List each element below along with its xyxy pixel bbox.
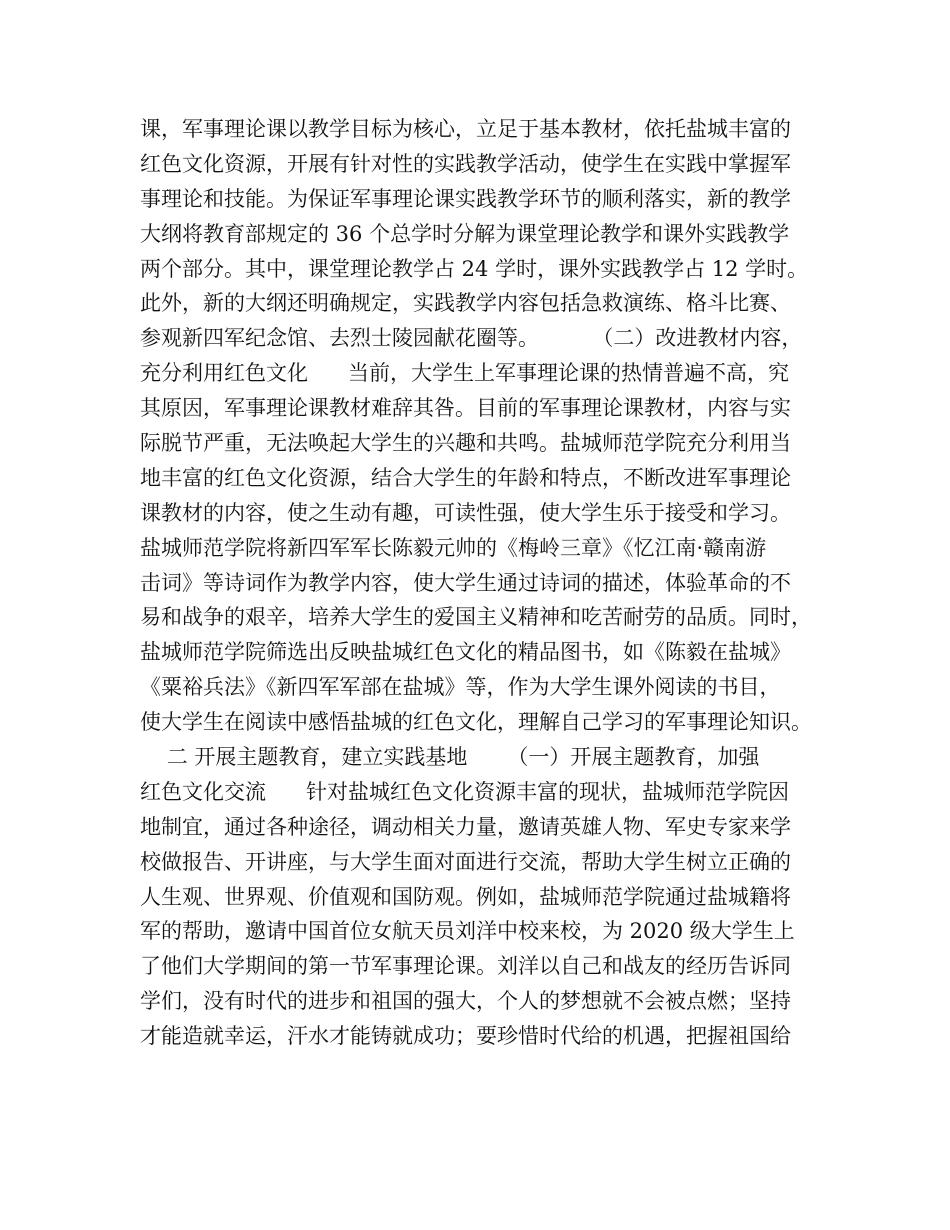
text-line: 大纲将教育部规定的 36 个总学时分解为课堂理论教学和课外实践教学 — [140, 221, 790, 246]
text-line: 充分利用红色文化 当前，大学生上军事理论课的热情普遍不高，究 — [140, 361, 790, 386]
text-line: 际脱节严重，无法唤起大学生的兴趣和共鸣。盐城师范学院充分利用当 — [140, 431, 791, 456]
text-line: 易和战争的艰辛，培养大学生的爱国主义精神和吃苦耐劳的品质。同时， — [140, 605, 812, 630]
text-line: 地丰富的红色文化资源，结合大学生的年龄和特点，不断改进军事理论 — [140, 465, 791, 490]
text-line: 了他们大学期间的第一节军事理论课。刘洋以自己和战友的经历告诉同 — [140, 954, 791, 979]
text-line: 才能造就幸运，汗水才能铸就成功；要珍惜时代给的机遇，把握祖国给 — [140, 1024, 791, 1049]
text-line: 课教材的内容，使之生动有趣，可读性强，使大学生乐于接受和学习。 — [140, 500, 791, 525]
text-line: 盐城师范学院筛选出反映盐城红色文化的精品图书，如《陈毅在盐城》 — [140, 640, 791, 665]
text-line: 校做报告、开讲座，与大学生面对面进行交流，帮助大学生树立正确的 — [140, 849, 791, 874]
text-line: 学们，没有时代的进步和祖国的强大，个人的梦想就不会被点燃；坚持 — [140, 989, 791, 1014]
text-line: 红色文化交流 针对盐城红色文化资源丰富的现状，盐城师范学院因 — [140, 779, 790, 804]
text-line: 两个部分。其中，课堂理论教学占 24 学时，课外实践教学占 12 学时。 — [140, 256, 809, 281]
text-line: 二 开展主题教育，建立实践基地 （一）开展主题教育，加强 — [140, 745, 760, 770]
text-line: 其原因，军事理论课教材难辞其咎。目前的军事理论课教材，内容与实 — [140, 396, 791, 421]
text-line: 地制宜，通过各种途径，调动相关力量，邀请英雄人物、军史专家来学 — [140, 814, 791, 839]
text-line: 红色文化资源，开展有针对性的实践教学活动，使学生在实践中掌握军 — [140, 151, 791, 176]
text-line: 盐城师范学院将新四军军长陈毅元帅的《梅岭三章》《忆江南·赣南游 — [140, 535, 767, 560]
body-text — [140, 112, 840, 1054]
text-line: 课，军事理论课以教学目标为核心，立足于基本教材，依托盐城丰富的 — [140, 117, 791, 141]
text-line: 《粟裕兵法》《新四军军部在盐城》等，作为大学生课外阅读的书目， — [140, 675, 781, 700]
text-line: 事理论和技能。为保证军事理论课实践教学环节的顺利落实，新的教学 — [140, 186, 791, 211]
text-line: 军的帮助，邀请中国首位女航天员刘洋中校来校，为 2020 级大学生上 — [140, 919, 795, 944]
text-line: 此外，新的大纲还明确规定，实践教学内容包括急救演练、格斗比赛、 — [140, 291, 791, 316]
text-line: 人生观、世界观、价值观和国防观。例如，盐城师范学院通过盐城籍将 — [140, 884, 791, 909]
text-line: 参观新四军纪念馆、去烈士陵园献花圈等。 （二）改进教材内容， — [140, 326, 803, 351]
text-line: 使大学生在阅读中感悟盐城的红色文化，理解自己学习的军事理论知识。 — [140, 710, 812, 735]
text-line: 击词》等诗词作为教学内容，使大学生通过诗词的描述，体验革命的不 — [140, 570, 791, 595]
